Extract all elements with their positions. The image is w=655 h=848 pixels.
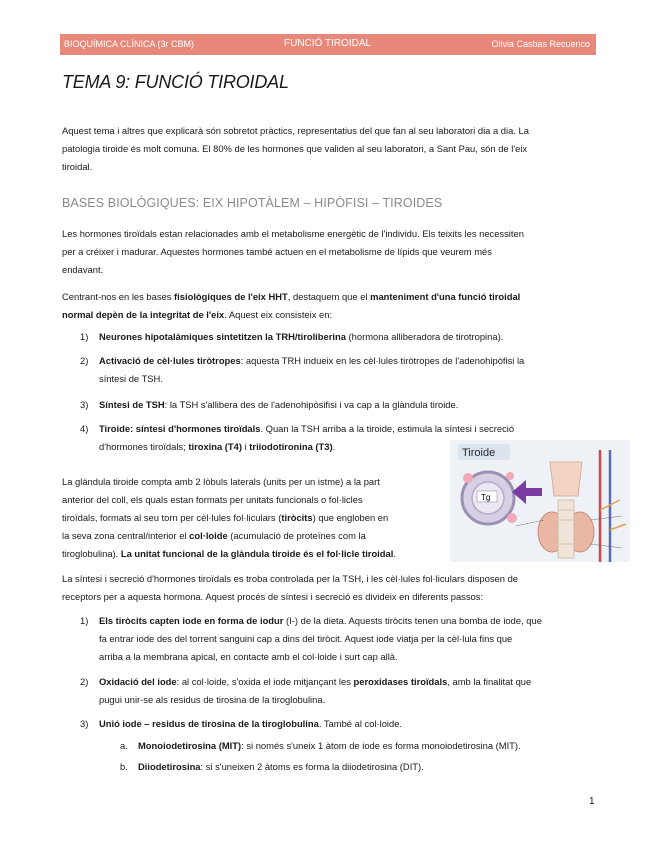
text-line: La síntesi i secreció d'hormones tiroïdals es troba controlada per la TSH, i les cèl·lules fol·liculars disposen de	[62, 573, 519, 584]
text-line: la seva zona central/interior el col·loide (acumulació de proteïnes com la	[62, 530, 366, 541]
text-line: receptors per a aquesta hormona. Aquest procés de síntesi i secreció es divideix en diferents passos:	[62, 591, 484, 602]
header-topic: FUNCIÓ TIROIDAL	[284, 38, 372, 49]
text-line: endavant.	[62, 264, 104, 275]
page-title: TEMA 9: FUNCIÓ TIROIDAL	[62, 72, 289, 92]
thyroid-figure	[450, 440, 630, 562]
text-line: Centrant-nos en les bases fisiològiques de l'eix HHT, destaquem que el manteniment d'una funció tiroidal	[62, 291, 521, 302]
figure-title: Tiroide	[462, 447, 496, 459]
running-header	[60, 34, 596, 55]
page-number: 1	[589, 796, 595, 807]
text-line: Les hormones tiroïdals estan relacionades amb el metabolisme energètic de l'individu. Els teixits les necessiten	[62, 228, 524, 239]
paragraph-synthesis	[62, 570, 595, 606]
intro-paragraph	[62, 122, 595, 176]
intro-line: Aquest tema i altres que explicarà són sobretot pràctics, representatius del que fan al seu laboratori dia a dia. La	[62, 125, 529, 136]
header-author: Olivia Casbas Recuenco	[491, 39, 590, 49]
trachea-shape	[558, 500, 574, 558]
text-line: tiroglobulina). La unitat funcional de la glàndula tiroide és el fol·licle tiroidal.	[62, 548, 396, 559]
colloid-label: Tg	[481, 493, 491, 502]
text-line: normal depèn de la integritat de l'eix. Aquest eix consisteix en:	[62, 309, 333, 320]
larynx-shape	[550, 462, 582, 496]
text-line: tiroïdals, formats al seu torn per cèl·lules fol·liculars (tiròcits) que engloben en	[62, 512, 389, 523]
text-line: anterior del coll, els quals estan formats per unitats funcionals o fol·licles	[62, 494, 363, 505]
list-item: 1) Els tiròcits capten iode en forma de iodur (I-) de la dieta. Aquests tiròcits tenen una bomba de iode, que fa entrar iode des del torrent sanguini cap a dins del tiròcit. Aquest iode viatja per la cèl·lula fins que arriba a la membrana apical, en contacte amb el col·loide i surt cap allà.	[80, 615, 542, 662]
paragraph-axis	[62, 288, 595, 324]
text-line: La glàndula tiroide compta amb 2 lòbuls laterals (units per un istme) a la part	[62, 476, 380, 487]
paragraph-hormones	[62, 225, 595, 279]
header-course: BIOQUÍMICA CLÍNICA (3r CBM)	[64, 39, 195, 49]
list-item: 2) Oxidació del iode: al col·loide, s'oxida el iode mitjançant les peroxidases tiroïdals, amb la finalitat que pugui unir-se als residus de tirosina de la tiroglobulina.	[80, 676, 532, 705]
list-item: 2) Activació de cèl·lules tiròtropes: aquesta TRH indueix en les cèl·lules tiròtropes de l'adenohipòfisi la síntesi de TSH.	[80, 355, 525, 384]
list-item: 4) Tiroide: síntesi d'hormones tiroïdals. Quan la TSH arriba a la tiroide, estimula la síntesi i secreció d'hormones tiroïdals; tiroxina (T4) i triiodotironina (T3).	[80, 423, 515, 452]
text-line: per a créixer i madurar. Aquestes hormones també actuen en el metabolisme de lípids que veurem més	[62, 246, 492, 257]
intro-line: tiroidal.	[62, 161, 93, 172]
section-heading: BASES BIOLÒGIQUES: EIX HIPOTÀLEM – HIPÒFISI – TIROIDES	[62, 196, 443, 210]
intro-line: patologia tiroide és molt comuna. El 80% de les hormones que validen al seu laboratori, a Sant Pau, són de l'eix	[62, 143, 528, 154]
paragraph-gland	[62, 473, 434, 563]
